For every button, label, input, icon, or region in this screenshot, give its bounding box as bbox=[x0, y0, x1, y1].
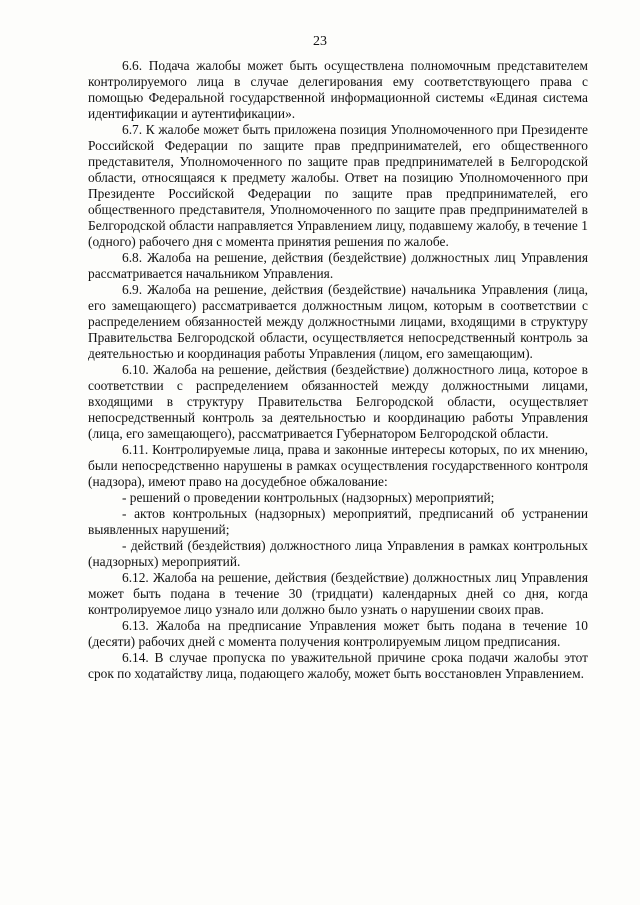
paragraph-6-14: 6.14. В случае пропуска по уважительной причине срока подачи жалобы этот срок по ходатайству лица, подающего жалобу, может быть восстановлен Управлением. bbox=[88, 650, 588, 681]
document-body bbox=[88, 58, 588, 682]
list-item: - действий (бездействия) должностного лица Управления в рамках контрольных (надзорных) мероприятий. bbox=[88, 538, 588, 569]
page-number: 23 bbox=[313, 34, 327, 49]
paragraph-6-6: 6.6. Подача жалобы может быть осуществлена полномочным представителем контролируемого лица в случае делегирования ему соответствующего права с помощью Федеральной государственной информационной системы «Единая система идентификации и аутентификации». bbox=[88, 58, 588, 121]
list-item: - актов контрольных (надзорных) мероприятий, предписаний об устранении выявленных нарушений; bbox=[88, 506, 588, 537]
list-item: - решений о проведении контрольных (надзорных) мероприятий; bbox=[122, 490, 495, 505]
paragraph-6-13: 6.13. Жалоба на предписание Управления может быть подана в течение 10 (десяти) рабочих дней с момента получения контролируемым лицом предписания. bbox=[88, 618, 588, 649]
paragraph-6-11: 6.11. Контролируемые лица, права и законные интересы которых, по их мнению, были непосредственно нарушены в рамках осуществления государственного контроля (надзора), имеют право на досудебное обжалование: bbox=[88, 442, 588, 489]
paragraph-6-7: 6.7. К жалобе может быть приложена позиция Уполномоченного при Президенте Российской Федерации по защите прав предпринимателей, его общественного представителя, Уполномоченного по защите прав предпринимателей в Белгородской области, относящаяся к предмету жалобы. Ответ на позицию Уполномоченного при Президенте Российской Федерации по защите прав предпринимателей, его общественного представителя, Уполномоченного по защите прав предпринимателей в Белгородской области направляется Управлением лицу, подавшему жалобу, в течение 1 (одного) рабочего дня с момента принятия решения по жалобе. bbox=[88, 122, 588, 249]
paragraph-6-8: 6.8. Жалоба на решение, действия (бездействие) должностных лиц Управления рассматривается начальником Управления. bbox=[88, 250, 588, 281]
paragraph-6-10: 6.10. Жалоба на решение, действия (бездействие) должностного лица, которое в соответствии с распределением обязанностей между должностными лицами, входящими в структуру Правительства Белгородской области, осуществляет непосредственный контроль за деятельностью и координацию работы Управления (лица, его замещающего), рассматривается Губернатором Белгородской области. bbox=[88, 362, 588, 441]
paragraph-6-9: 6.9. Жалоба на решение, действия (бездействие) начальника Управления (лица, его замещающего) рассматривается должностным лицом, которым в соответствии с распределением обязанностей между должностными лицами, входящими в структуру Правительства Белгородской области, осуществляется непосредственный контроль за деятельностью и координация работы Управления (лицом, его замещающим). bbox=[88, 282, 588, 361]
paragraph-6-12: 6.12. Жалоба на решение, действия (бездействие) должностных лиц Управления может быть подана в течение 30 (тридцати) календарных дней со дня, когда контролируемое лицо узнало или должно было узнать о нарушении своих прав. bbox=[88, 570, 588, 617]
